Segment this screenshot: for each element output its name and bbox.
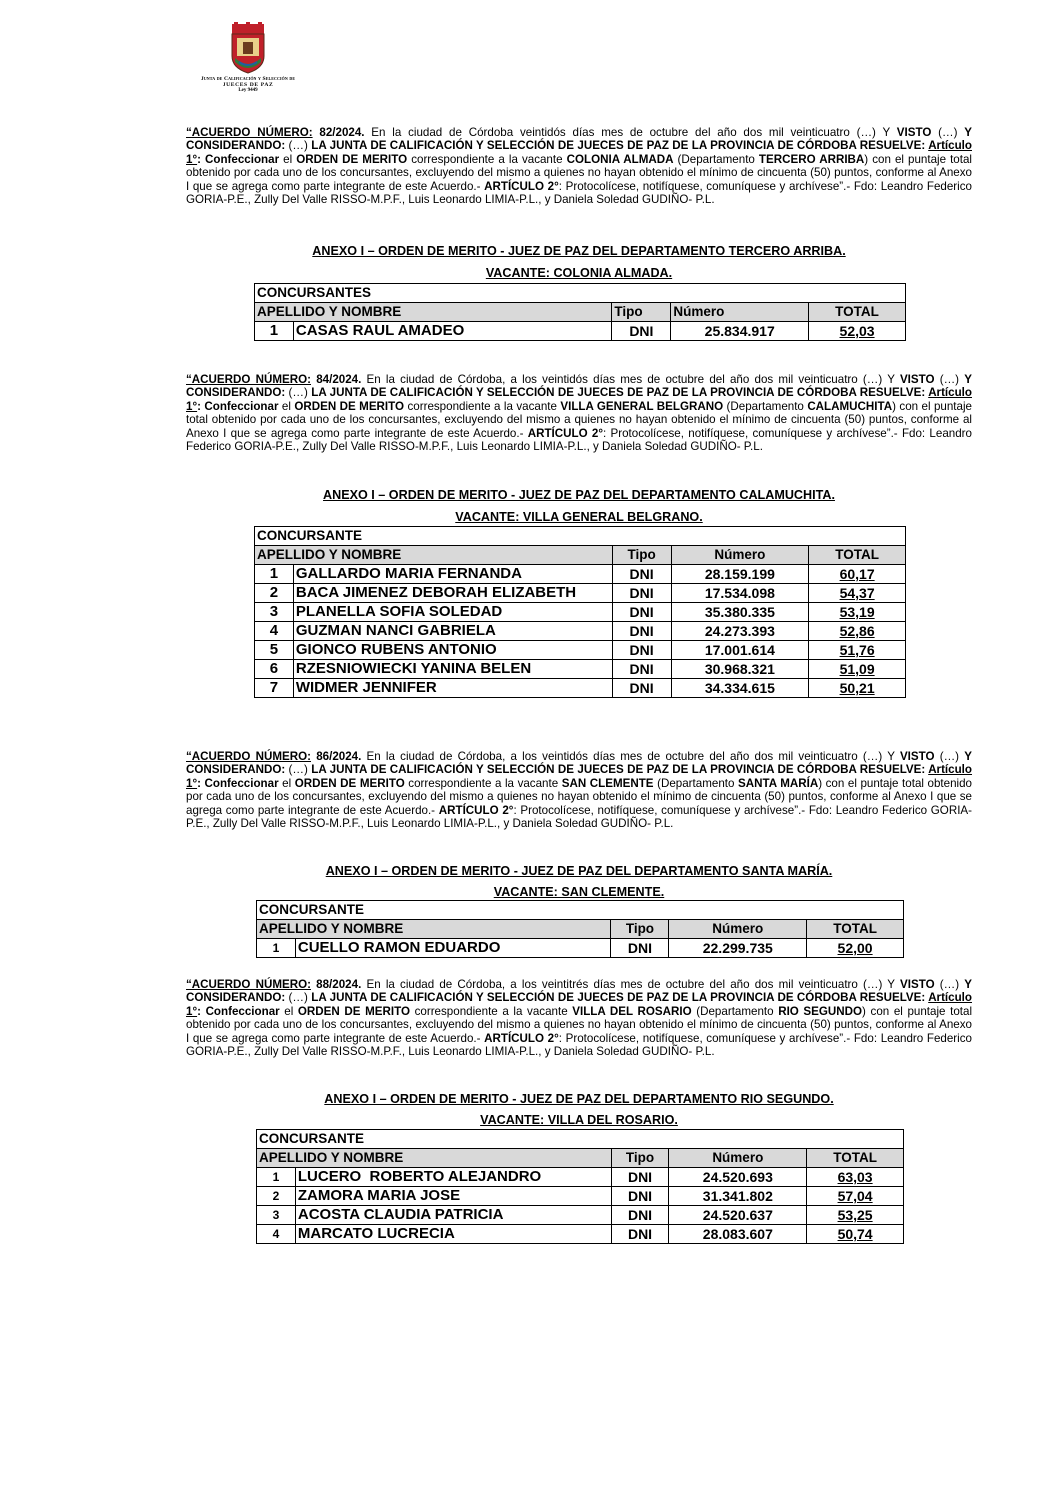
confeccionar-label: : Confeccionar <box>197 1004 280 1018</box>
considerando-label: Y CONSIDERANDO: <box>186 126 972 153</box>
table-row <box>257 1206 904 1225</box>
visto-label: VISTO <box>899 373 935 386</box>
row-name: ZAMORA MARIA JOSE <box>295 1187 611 1206</box>
row-tipo: DNI <box>612 584 671 603</box>
orden-merito-label: ORDEN DE MERITO <box>294 776 405 790</box>
departamento-name: TERCERO ARRIBA <box>758 152 865 166</box>
row-rank: 3 <box>255 603 294 622</box>
row-total: 57,04 <box>807 1187 904 1206</box>
anexo-title-1: ANEXO I – ORDEN DE MERITO - JUEZ DE PAZ DEL DEPARTAMENTO TERCERO ARRIBA. <box>312 244 846 258</box>
row-rank: 4 <box>257 1225 296 1244</box>
table-row <box>255 603 906 622</box>
vacante-name: COLONIA ALMADA <box>566 152 674 166</box>
concursante-header: CONCURSANTE <box>257 1130 904 1149</box>
vacante-title-3: VACANTE: SAN CLEMENTE. <box>493 885 665 899</box>
considerando-label: Y CONSIDERANDO: <box>186 373 972 400</box>
row-rank: 1 <box>257 1168 296 1187</box>
considerando-label: Y CONSIDERANDO: <box>186 978 972 1005</box>
acuerdo-84-paragraph <box>186 373 972 453</box>
row-numero: 28.159.199 <box>671 565 809 584</box>
table-row <box>257 939 904 958</box>
row-tipo: DNI <box>611 1225 669 1244</box>
row-tipo: DNI <box>612 660 671 679</box>
anexo-title-4: ANEXO I – ORDEN DE MERITO - JUEZ DE PAZ DEL DEPARTAMENTO RIO SEGUNDO. <box>324 1092 834 1106</box>
col-tipo: Tipo <box>611 920 669 939</box>
col-tipo: Tipo <box>612 546 671 565</box>
orden-merito-table-2 <box>254 526 906 698</box>
row-rank: 4 <box>255 622 294 641</box>
row-rank: 7 <box>255 679 294 698</box>
row-total: 63,03 <box>807 1168 904 1187</box>
ellipsis: (…) <box>934 373 965 386</box>
col-apellido: APELLIDO Y NOMBRE <box>257 920 611 939</box>
row-tipo: DNI <box>611 939 669 958</box>
row-rank: 2 <box>255 584 294 603</box>
acuerdo-label: “ACUERDO NÚMERO: <box>186 126 313 139</box>
row-rank: 3 <box>257 1206 296 1225</box>
row-name: WIDMER JENNIFER <box>293 679 612 698</box>
row-rank: 1 <box>255 322 294 341</box>
row-rank: 6 <box>255 660 294 679</box>
vacante-title-1: VACANTE: COLONIA ALMADA. <box>485 266 673 280</box>
row-name: LUCERO ROBERTO ALEJANDRO <box>295 1168 611 1187</box>
table-row <box>257 1168 904 1187</box>
junta-resuelve: LA JUNTA DE CALIFICACIÓN Y SELECCIÓN DE JUECES DE PAZ DE LA PROVINCIA DE CÓRDOBA RESUELVE: <box>311 139 929 153</box>
row-name: GIONCO RUBENS ANTONIO <box>293 641 612 660</box>
col-apellido: APELLIDO Y NOMBRE <box>255 546 613 565</box>
ellipsis: (…) <box>934 750 965 763</box>
departamento-name: SANTA MARÍA <box>738 776 819 790</box>
ellipsis: (…) <box>285 991 312 1005</box>
orden-merito-table-1 <box>254 283 906 341</box>
acuerdo-label: “ACUERDO NÚMERO: <box>186 373 311 386</box>
col-apellido: APELLIDO Y NOMBRE <box>255 303 612 322</box>
col-tipo: Tipo <box>612 303 671 322</box>
table-row <box>255 660 906 679</box>
acuerdo-intro: En la ciudad de Córdoba, a los veintitrés días mes de octubre del año dos mil veinticuatro (…) Y <box>361 978 901 991</box>
acuerdo-signatures: : Protocolícese, notifíquese, comuníquese y archívese”.- Fdo: Leandro Federico GORIA-P.E., Zully Del Valle RISSO-M.P.F., Luis Leonardo LIMIA-P.L., y Daniela Soledad GUDIÑO- P.L. <box>186 426 972 454</box>
row-numero: 35.380.335 <box>671 603 809 622</box>
junta-resuelve: LA JUNTA DE CALIFICACIÓN Y SELECCIÓN DE JUECES DE PAZ DE LA PROVINCIA DE CÓRDOBA RESUELVE: <box>311 991 929 1005</box>
connector-text: el <box>279 152 297 166</box>
ellipsis: (…) <box>285 763 312 777</box>
coat-of-arms-icon <box>231 22 265 74</box>
row-total: 51,76 <box>809 641 906 660</box>
acuerdo-body: ) con el puntaje total obtenido por cada uno de los concursantes, excluyendo del mismo a quienes no hayan obtenido el mínimo de cincuenta (50) puntos, conforme al Anexo I que se agrega como parte integrante de este Acuerdo.- <box>186 776 973 817</box>
articulo-2-label: ARTÍCULO 2° <box>484 179 559 193</box>
ellipsis: (…) <box>934 978 965 991</box>
table-row <box>257 1187 904 1206</box>
acuerdo-signatures: : Protocolícese, notifíquese, comuníquese y archívese”.- Fdo: Leandro Federico GORIA-P.E., Zully Del Valle RISSO-M.P.F., Luis Leonardo LIMIA-P.L., y Daniela Soledad GUDIÑO- P.L. <box>186 179 972 207</box>
table-row <box>255 322 906 341</box>
col-numero: Número <box>671 303 809 322</box>
departamento-name: RIO SEGUNDO <box>778 1004 863 1018</box>
connector-text: el <box>279 1004 298 1018</box>
acuerdo-intro: En la ciudad de Córdoba veintidós días mes de octubre del año dos mil veinticuatro (…) Y <box>364 126 897 139</box>
concursante-header: CONCURSANTE <box>255 527 906 546</box>
row-total: 60,17 <box>809 565 906 584</box>
connector-text: (Departamento <box>691 1004 779 1018</box>
row-total: 50,21 <box>809 679 906 698</box>
row-tipo: DNI <box>612 565 671 584</box>
row-rank: 2 <box>257 1187 296 1206</box>
row-tipo: DNI <box>611 1206 669 1225</box>
row-numero: 17.534.098 <box>671 584 809 603</box>
concursantes-header: CONCURSANTES <box>255 284 906 303</box>
ellipsis: (…) <box>931 126 965 139</box>
table-row <box>255 679 906 698</box>
row-name: CASAS RAUL AMADEO <box>293 322 612 341</box>
visto-label: VISTO <box>896 126 932 139</box>
col-apellido: APELLIDO Y NOMBRE <box>257 1149 612 1168</box>
acuerdo-number: 84/2024. <box>311 373 362 386</box>
connector-text: (Departamento <box>723 399 808 413</box>
connector-text: correspondiente a la vacante <box>404 776 562 790</box>
connector-text: correspondiente a la vacante <box>404 399 561 413</box>
row-name: ACOSTA CLAUDIA PATRICIA <box>295 1206 611 1225</box>
orden-merito-label: ORDEN DE MERITO <box>296 152 408 166</box>
vacante-name: SAN CLEMENTE <box>561 776 654 790</box>
confeccionar-label: : Confeccionar <box>197 399 279 413</box>
junta-resuelve: LA JUNTA DE CALIFICACIÓN Y SELECCIÓN DE JUECES DE PAZ DE LA PROVINCIA DE CÓRDOBA RESUELVE: <box>311 386 929 400</box>
articulo-1-label: Artículo 1° <box>186 991 972 1018</box>
logo-line-3: Ley 9449 <box>238 88 258 93</box>
table-row <box>255 622 906 641</box>
considerando-label: Y CONSIDERANDO: <box>186 750 972 777</box>
articulo-2-label: ARTÍCULO 2° <box>527 426 603 440</box>
acuerdo-label: “ACUERDO NÚMERO: <box>186 978 311 991</box>
orden-merito-table-4 <box>256 1129 904 1244</box>
acuerdo-signatures: : Protocolícese, notifíquese, comuníquese y archívese”.- Fdo: Leandro Federico GORIA-P.E., Zully Del Valle RISSO-M.P.F., Luis Leonardo LIMIA-P.L., y Daniela Soledad GUDIÑO- P.L. <box>186 803 973 831</box>
row-total: 54,37 <box>809 584 906 603</box>
col-total: TOTAL <box>809 546 906 565</box>
row-rank: 1 <box>257 939 296 958</box>
row-name: GALLARDO MARIA FERNANDA <box>293 565 612 584</box>
vacante-title-2: VACANTE: VILLA GENERAL BELGRANO. <box>455 510 703 524</box>
visto-label: VISTO <box>900 978 935 991</box>
articulo-1-label: Artículo 1° <box>186 386 972 413</box>
acuerdo-number: 86/2024. <box>311 750 362 763</box>
junta-logo <box>186 22 310 93</box>
row-total: 53,19 <box>809 603 906 622</box>
acuerdo-body: ) con el puntaje total obtenido por cada uno de los concursantes, excluyendo del mismo a quienes no hayan obtenido el mínimo de cincuenta (50) puntos, conforme al Anexo I que se agrega como parte integrante de este Acuerdo.- <box>186 1004 973 1045</box>
row-tipo: DNI <box>612 641 671 660</box>
orden-merito-label: ORDEN DE MERITO <box>297 1004 410 1018</box>
row-tipo: DNI <box>612 679 671 698</box>
concursante-header: CONCURSANTE <box>257 901 904 920</box>
connector-text: correspondiente a la vacante <box>407 152 567 166</box>
row-name: GUZMAN NANCI GABRIELA <box>293 622 612 641</box>
vacante-name: VILLA GENERAL BELGRANO <box>560 399 724 413</box>
row-total: 50,74 <box>807 1225 904 1244</box>
row-tipo: DNI <box>612 622 671 641</box>
connector-text: el <box>278 399 295 413</box>
col-total: TOTAL <box>807 920 904 939</box>
articulo-1-label: Artículo 1° <box>186 139 972 166</box>
row-numero: 24.520.637 <box>669 1206 807 1225</box>
acuerdo-86-paragraph <box>186 750 972 830</box>
articulo-2-label: ARTÍCULO 2° <box>438 803 514 817</box>
vacante-name: VILLA DEL ROSARIO <box>572 1004 692 1018</box>
row-numero: 24.273.393 <box>671 622 809 641</box>
departamento-name: CALAMUCHITA <box>807 399 893 413</box>
anexo-title-2: ANEXO I – ORDEN DE MERITO - JUEZ DE PAZ DEL DEPARTAMENTO CALAMUCHITA. <box>323 488 835 502</box>
logo-line-1: Junta de Calificación y Selección de <box>200 76 296 82</box>
col-total: TOTAL <box>807 1149 904 1168</box>
confeccionar-label: : Confeccionar <box>197 776 279 790</box>
junta-resuelve: LA JUNTA DE CALIFICACIÓN Y SELECCIÓN DE JUECES DE PAZ DE LA PROVINCIA DE CÓRDOBA RESUELVE: <box>311 763 929 777</box>
row-rank: 5 <box>255 641 294 660</box>
acuerdo-number: 88/2024. <box>310 978 362 991</box>
acuerdo-88-paragraph <box>186 978 972 1058</box>
row-name: CUELLO RAMON EDUARDO <box>295 939 611 958</box>
table-row <box>255 565 906 584</box>
row-name: BACA JIMENEZ DEBORAH ELIZABETH <box>293 584 612 603</box>
row-numero: 25.834.917 <box>671 322 809 341</box>
row-numero: 34.334.615 <box>671 679 809 698</box>
ellipsis: (…) <box>285 386 312 400</box>
row-name: PLANELLA SOFIA SOLEDAD <box>293 603 612 622</box>
col-numero: Número <box>669 920 807 939</box>
row-name: MARCATO LUCRECIA <box>295 1225 611 1244</box>
col-tipo: Tipo <box>611 1149 669 1168</box>
acuerdo-label: “ACUERDO NÚMERO: <box>186 750 311 763</box>
orden-merito-table-3 <box>256 900 904 958</box>
row-numero: 28.083.607 <box>669 1225 807 1244</box>
row-numero: 22.299.735 <box>669 939 807 958</box>
table-row <box>255 584 906 603</box>
acuerdo-number: 82/2024. <box>312 126 365 139</box>
row-numero: 24.520.693 <box>669 1168 807 1187</box>
row-tipo: DNI <box>612 322 671 341</box>
table-row <box>257 1225 904 1244</box>
connector-text: el <box>278 776 295 790</box>
connector-text: (Departamento <box>673 152 759 166</box>
table-row <box>255 641 906 660</box>
articulo-2-label: ARTÍCULO 2° <box>484 1031 559 1045</box>
connector-text: correspondiente a la vacante <box>409 1004 573 1018</box>
col-numero: Número <box>669 1149 807 1168</box>
col-numero: Número <box>671 546 809 565</box>
acuerdo-body: ) con el puntaje total obtenido por cada uno de los concursantes, excluyendo del mismo a quienes no hayan obtenido el mínimo de cincuenta (50) puntos, conforme al Anexo I que se agrega como parte integrante de este Acuerdo.- <box>186 399 972 440</box>
acuerdo-intro: En la ciudad de Córdoba, a los veintidós días mes de octubre del año dos mil veinticuatro (…) Y <box>361 750 900 763</box>
row-total: 52,86 <box>809 622 906 641</box>
visto-label: VISTO <box>899 750 935 763</box>
articulo-1-label: Artículo 1° <box>186 763 972 790</box>
acuerdo-intro: En la ciudad de Córdoba, a los veintidós días mes de octubre del año dos mil veinticuatro (…) Y <box>361 373 900 386</box>
confeccionar-label: : Confeccionar <box>197 152 280 166</box>
connector-text: (Departamento <box>653 776 738 790</box>
row-numero: 17.001.614 <box>671 641 809 660</box>
col-total: TOTAL <box>809 303 906 322</box>
acuerdo-signatures: : Protocolícese, notifíquese, comuníquese y archívese”.- Fdo: Leandro Federico GORIA-P.E., Zully Del Valle RISSO-M.P.F., Luis Leonardo LIMIA-P.L., y Daniela Soledad GUDIÑO- P.L. <box>186 1031 972 1059</box>
acuerdo-82-paragraph <box>186 126 972 206</box>
ellipsis: (…) <box>285 139 312 153</box>
acuerdo-body: ) con el puntaje total obtenido por cada uno de los concursantes, excluyendo del mismo a quienes no hayan obtenido el mínimo de cincuenta (50) puntos, conforme al Anexo I que se agrega como parte integrante de este Acuerdo.- <box>186 152 973 193</box>
row-tipo: DNI <box>612 603 671 622</box>
row-total: 52,00 <box>807 939 904 958</box>
orden-merito-label: ORDEN DE MERITO <box>294 399 405 413</box>
vacante-title-4: VACANTE: VILLA DEL ROSARIO. <box>480 1113 678 1127</box>
row-name: RZESNIOWIECKI YANINA BELEN <box>293 660 612 679</box>
row-total: 52,03 <box>809 322 906 341</box>
row-rank: 1 <box>255 565 294 584</box>
row-total: 53,25 <box>807 1206 904 1225</box>
row-tipo: DNI <box>611 1168 669 1187</box>
anexo-title-3: ANEXO I – ORDEN DE MERITO - JUEZ DE PAZ DEL DEPARTAMENTO SANTA MARÍA. <box>325 864 833 878</box>
row-numero: 30.968.321 <box>671 660 809 679</box>
row-tipo: DNI <box>611 1187 669 1206</box>
row-total: 51,09 <box>809 660 906 679</box>
logo-line-2: JUECES DE PAZ <box>222 82 274 88</box>
row-numero: 31.341.802 <box>669 1187 807 1206</box>
